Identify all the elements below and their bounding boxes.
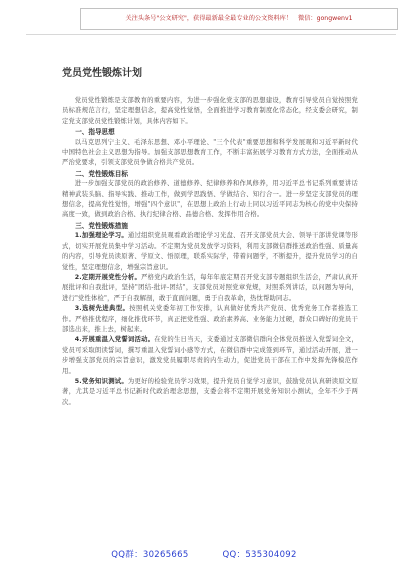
measure-label: 1.加强理论学习。 <box>74 232 128 240</box>
goals-paragraph: 进一步加强支部党员的政治修养、道德修养、纪律修养和作风修养，用习近平总书记系列重要讲话精神武装头脑、指导实践、推动工作，做到学思践悟、学做结合、知行合一。进一步坚定支部党员的理想信念，提高党性觉悟，增强"四个意识"，在思想上政治上行动上同以习近平同志为核心的党中央保持高度一致，做到政治合格、执行纪律合格、品德合格、发挥作用合格。 <box>62 180 358 219</box>
measure-item <box>62 377 358 408</box>
header-banner <box>80 8 398 30</box>
measure-item <box>62 304 358 335</box>
measure-text: 按照机关党委年初工作安排，认真做好优秀共产党员、优秀党务工作者推选工作。严格推优程序，细化推优环节，真正把党性强、政治素养高、业务能力过硬，群众口碑好的党员干部选出来，推上去，树起来。 <box>62 305 358 333</box>
measure-item <box>62 335 358 377</box>
measure-item <box>62 231 358 273</box>
measure-label: 2.定期开展党性分析。 <box>74 273 142 281</box>
document-title: 党员党性锻炼计划 <box>62 68 142 79</box>
banner-text: 关注头条号"公文研究"，获得最新最全最专业的公文资料库！ <box>125 15 293 22</box>
footer-qq: QQ：535304092 <box>222 550 297 560</box>
measure-item <box>62 273 358 304</box>
section-heading-measures: 三、党性锻炼措施 <box>75 221 128 230</box>
measure-text: 严格党内政治生活，每年年底定期召开党支部专题组织生活会，严肃认真开展批评和自我批评，坚持"团结-批评-团结"，支部党员对照党章党规，对照系列讲话，以问题为导向，进行"党性体检"，严于自我解剖，敢于直面问题，勇于自我革命，热忱帮助同志。 <box>62 273 358 302</box>
footer-qq-group: QQ群：30265665 <box>111 550 189 560</box>
banner-contact: 微信：gongwenv1 <box>298 15 353 22</box>
intro-paragraph: 党员党性锻炼是支部教育的重要内容，为进一步强化党支部的思想建设，教育引导党员自觉按照党员标准规范言行，坚定理想信念，提高党性觉悟，全面推进学习教育制度化常态化，经支委会研究，制定党支部党员党性锻炼计划，具体内容如下。 <box>62 97 358 125</box>
footer-contacts <box>0 548 408 560</box>
measure-label: 5.党务知识测试。 <box>74 377 128 385</box>
measure-text: 在党的生日当天，支委通过支部微信群向全体党员推送入党誓词全文，党员可采取朗读誓词，撰写重温入党誓词小感等方式，在微信群中完成签到环节，通过活动开展，进一步增强支部党员的宗旨意识，激发党员履职尽责的内生动力，促进党员干部在工作中发挥先锋模范作用。 <box>62 336 358 375</box>
section-heading-guiding-ideology: 一、指导思想 <box>75 128 115 137</box>
measure-label: 4.开展重温入党誓词活动。 <box>74 336 155 344</box>
document-body <box>62 96 358 408</box>
header-divider <box>26 34 396 35</box>
measure-text: 为更好的检验党员学习效果，提升党员自觉学习意识，鼓励党员认真研读原文原著，尤其是习近平总书记新时代政治理念思想，支委会将不定期开展党务知识小测试，全年不少于两次。 <box>62 377 358 406</box>
measure-label: 3.选树先进典型。 <box>74 305 130 313</box>
section-heading-goals: 二、党性锻炼目标 <box>75 169 128 178</box>
measure-text: 通过组织党员观看政治理论学习光盘、召开支部党员大会、领导干部讲党课等形式，切实开展党员集中学习活动。不定期为党员发放学习资料，利用支部微信群推送政治性强、质量高的内容，引导党员读原著、学原文、悟原理，联系实际学，带着问题学，不断提升，提升党员学习的自觉性，坚定理想信念，增强宗旨意识。 <box>62 232 358 271</box>
guiding-ideology-paragraph: 以马克思列宁主义、毛泽东思想、邓小平理论、"三个代表"重要思想和科学发展观和习近平新时代中国特色社会主义思想为指导。加强支部思想教育工作，不断丰富拓展学习教育方式方法，全面推动从严治党要求，引领支部党员争做合格共产党员。 <box>62 138 358 167</box>
